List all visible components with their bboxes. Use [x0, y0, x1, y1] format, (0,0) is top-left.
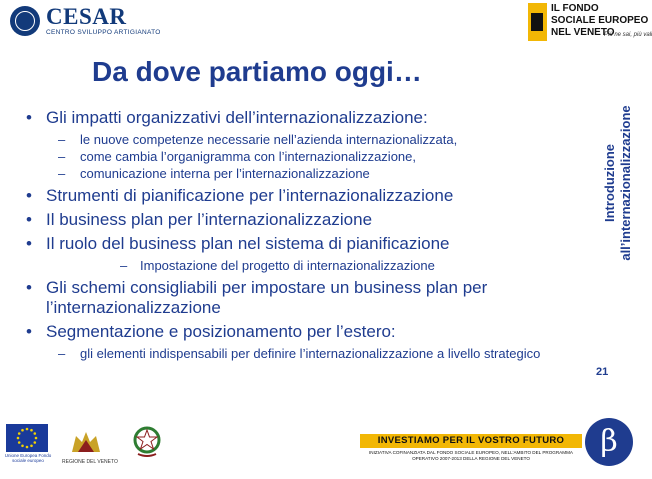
veneto-caption: REGIONE DEL VENETO: [62, 459, 118, 465]
cesar-logo: [10, 4, 170, 38]
dash-icon: –: [120, 258, 128, 273]
fse-line-2: SOCIALE EUROPEO: [551, 15, 649, 26]
fse-logo: [528, 1, 652, 45]
sub-bullet-text: gli elementi indispensabili per definire l’internazionalizzazione a livello strategico: [80, 346, 541, 361]
side-label: [596, 88, 634, 278]
sub-bullet-text: come cambia l’organigramma con l’internazionalizzazione,: [80, 149, 416, 164]
bullet-icon: •: [26, 108, 32, 127]
sub-bullet-text: Impostazione del progetto di internazionalizzazione: [140, 258, 435, 273]
bullet-icon: •: [26, 234, 32, 253]
fse-line-3: NEL VENETO: [551, 27, 615, 38]
beta-logo-icon: β: [585, 418, 633, 466]
invest-banner: [360, 434, 582, 448]
bullet-icon: •: [26, 186, 32, 205]
sub-bullet-item: [26, 258, 586, 273]
bullet-item: [26, 186, 586, 206]
bullet-item: [26, 210, 586, 230]
sub-bullet-text: le nuove competenze necessarie nell’azienda internazionalizzata,: [80, 132, 458, 147]
bullet-text: Gli impatti organizzativi dell’internazionalizzazione:: [46, 108, 428, 127]
bullet-icon: •: [26, 322, 32, 341]
bullet-text: Il business plan per l’internazionalizzazione: [46, 210, 373, 229]
side-label-line-2: all’internazionalizzazione: [618, 105, 633, 261]
fse-tagline: Più ne sai, più vali: [604, 32, 652, 38]
cesar-emblem-icon: [10, 6, 40, 36]
bullet-text: Il ruolo del business plan nel sistema di pianificazione: [46, 234, 450, 253]
sub-bullet-item: [26, 132, 586, 147]
eu-caption: Unione Europea Fondo sociale europeo: [4, 453, 52, 463]
slide-number: 21: [596, 366, 609, 378]
cesar-logo-subtitle: CENTRO SVILUPPO ARTIGIANATO: [46, 29, 161, 36]
cesar-logo-name: CESAR: [46, 4, 127, 29]
dash-icon: –: [58, 346, 66, 361]
bullet-icon: •: [26, 278, 32, 297]
side-label-line-1: Introduzione: [602, 144, 617, 222]
invest-title: INVESTIAMO PER IL VOSTRO FUTURO: [377, 435, 565, 446]
bullet-item: [26, 108, 586, 128]
slide-content: [26, 108, 586, 363]
dash-icon: –: [58, 132, 66, 147]
fse-line-1: IL FONDO: [551, 3, 599, 14]
bullet-item: [26, 278, 586, 318]
slide-title: Da dove partiamo oggi…: [92, 56, 422, 87]
sub-bullet-item: [26, 346, 586, 361]
sub-bullet-item: [26, 166, 586, 181]
eu-flag-icon: [6, 424, 48, 452]
bullet-text: Segmentazione e posizionamento per l’estero:: [46, 322, 396, 341]
repubblica-emblem-icon: [132, 424, 162, 458]
fse-emblem-icon: [528, 3, 547, 41]
sub-bullet-text: comunicazione interna per l’internazionalizzazione: [80, 166, 370, 181]
invest-subtitle: INIZIATIVA COFINANZIATA DAL FONDO SOCIALE EUROPEO, NELL’AMBITO DEL PROGRAMMA OPERATIVO 2007-2013 DELLA REGIONE DEL VENETO: [369, 450, 573, 461]
bullet-item: [26, 322, 586, 342]
bullet-text: Strumenti di pianificazione per l’internazionalizzazione: [46, 186, 454, 205]
dash-icon: –: [58, 166, 66, 181]
bullet-item: [26, 234, 586, 254]
dash-icon: –: [58, 149, 66, 164]
bullet-icon: •: [26, 210, 32, 229]
veneto-lion-icon: [68, 428, 104, 456]
sub-bullet-item: [26, 149, 586, 164]
bullet-text: Gli schemi consigliabili per impostare un business plan per l’internazionalizzazione: [46, 278, 488, 317]
